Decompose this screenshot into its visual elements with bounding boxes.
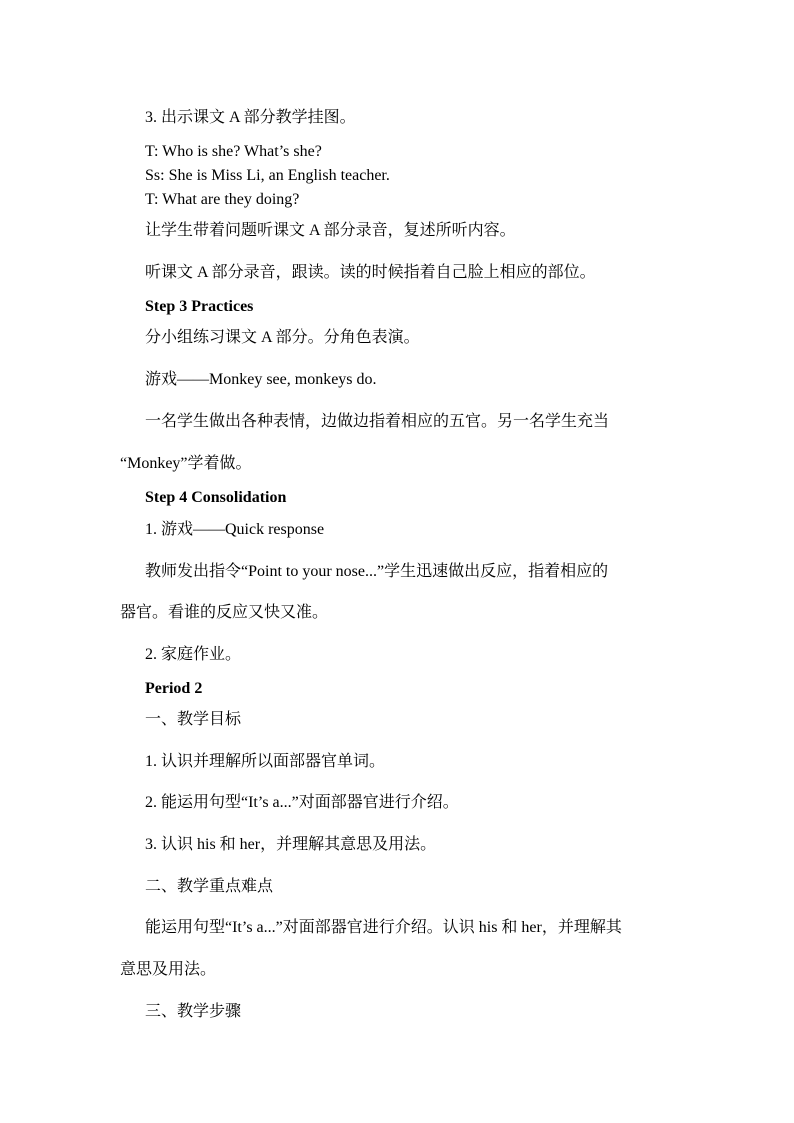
section-heading-teaching-steps: 三、教学步骤 [145, 1003, 242, 1020]
paragraph-line-continued: 意思及用法。 [120, 961, 217, 978]
instruction-paragraph: 让学生带着问题听课文 A 部分录音，复述所听内容。 [145, 222, 516, 239]
section-heading-step-3: Step 3 Practices [145, 298, 254, 315]
section-heading-objectives: 一、教学目标 [145, 711, 242, 728]
instruction-paragraph: 分小组练习课文 A 部分。分角色表演。 [145, 329, 420, 346]
step-item-1: 1. 游戏——Quick response [145, 521, 325, 538]
instruction-paragraph: 听课文 A 部分录音，跟读。读的时候指着自己脸上相应的部位。 [145, 264, 596, 281]
objective-item-1: 1. 认识并理解所以面部器官单词。 [145, 753, 386, 770]
paragraph-line-continued: “Monkey”学着做。 [120, 455, 252, 472]
step-item-3: 3. 出示课文 A 部分教学挂图。 [145, 109, 356, 126]
step-item-2: 2. 家庭作业。 [145, 646, 242, 663]
paragraph-line: 能运用句型“It’s a...”对面部器官进行介绍。认识 his 和 her，并理解其 [145, 919, 622, 936]
period-heading: Period 2 [145, 680, 203, 697]
section-heading-step-4: Step 4 Consolidation [145, 489, 287, 506]
objective-item-3: 3. 认识 his 和 her，并理解其意思及用法。 [145, 836, 437, 853]
paragraph-line: 教师发出指令“Point to your nose...”学生迅速做出反应，指着相应的 [145, 563, 609, 580]
dialogue-line-teacher-2: T: What are they doing? [145, 191, 300, 208]
paragraph-line: 一名学生做出各种表情，边做边指着相应的五官。另一名学生充当 [145, 413, 610, 430]
game-title: 游戏——Monkey see, monkeys do. [145, 371, 377, 388]
section-heading-key-points: 二、教学重点难点 [145, 878, 274, 895]
dialogue-line-students: Ss: She is Miss Li, an English teacher. [145, 167, 390, 184]
objective-item-2: 2. 能运用句型“It’s a...”对面部器官进行介绍。 [145, 794, 459, 811]
dialogue-line-teacher-1: T: Who is she? What’s she? [145, 143, 322, 160]
paragraph-line-continued: 器官。看谁的反应又快又准。 [120, 604, 329, 621]
